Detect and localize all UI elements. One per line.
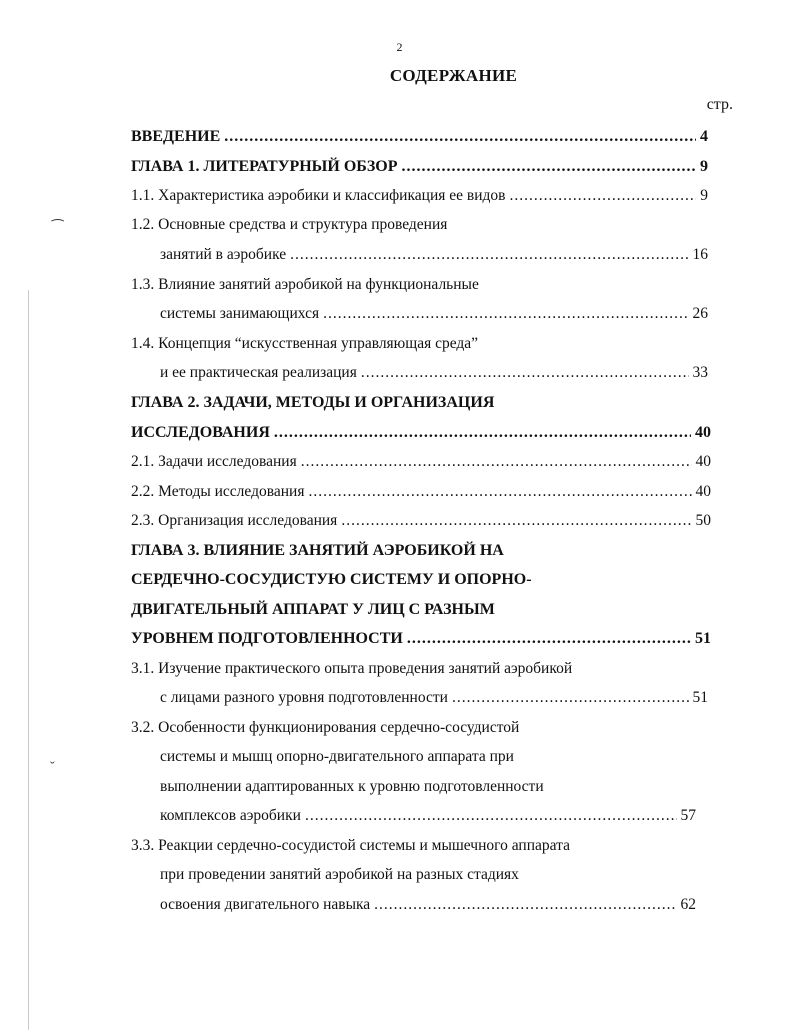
dot-leader: [407, 628, 691, 650]
toc-entry-page: 40: [695, 483, 711, 500]
toc-entry-introduction: [131, 126, 708, 148]
dot-leader: [374, 894, 676, 916]
dot-leader: [290, 244, 688, 266]
toc-entry-chapter-3-line-1: ГЛАВА 3. ВЛИЯНИЕ ЗАНЯТИЙ АЭРОБИКОЙ НА: [131, 542, 504, 559]
toc-entry-chapter-3-line-3: ДВИГАТЕЛЬНЫЙ АППАРАТ У ЛИЦ С РАЗНЫМ: [131, 601, 495, 618]
toc-entry-page: 40: [695, 453, 711, 470]
toc-entry-chapter-3: [131, 628, 711, 650]
toc-entry-page: 33: [692, 364, 708, 381]
dot-leader: [308, 481, 691, 503]
toc-entry-1-1: [131, 185, 708, 207]
toc-entry-1-4: [160, 362, 708, 384]
toc-entry-page: 51: [692, 689, 708, 706]
dot-leader: [301, 451, 692, 473]
toc-entry-3-2-line-1: 3.2. Особенности функционирования сердечно-сосудистой: [131, 719, 520, 736]
toc-entry-text: ВВЕДЕНИЕ: [131, 128, 221, 145]
toc-entry-1-4-line-1: 1.4. Концепция “искусственная управляющая среда”: [131, 335, 479, 352]
toc-entry-3-2-line-2: системы и мышц опорно-двигательного аппарата при: [160, 748, 514, 765]
toc-entry-text: с лицами разного уровня подготовленности: [160, 689, 448, 706]
scan-artifact-mark: ⁀: [52, 221, 64, 236]
toc-entry-3-2: [160, 805, 696, 827]
toc-entry-text: освоения двигательного навыка: [160, 896, 371, 913]
dot-leader: [509, 185, 696, 207]
toc-entry-text: 1.1. Характеристика аэробики и классификация ее видов: [131, 187, 506, 204]
toc-entry-1-3-line-1: 1.3. Влияние занятий аэробикой на функциональные: [131, 276, 479, 293]
toc-entry-text: УРОВНЕМ ПОДГОТОВЛЕННОСТИ: [131, 630, 403, 647]
toc-entry-text: 2.1. Задачи исследования: [131, 453, 297, 470]
page-title: СОДЕРЖАНИЕ: [389, 66, 518, 85]
toc-entry-3-2-line-3: выполнении адаптированных к уровню подготовленности: [160, 778, 544, 795]
toc-entry-page: 9: [700, 187, 708, 204]
toc-entry-text: 2.2. Методы исследования: [131, 483, 305, 500]
toc-entry-text: комплексов аэробики: [160, 807, 301, 824]
toc-entry-text: ГЛАВА 1. ЛИТЕРАТУРНЫЙ ОБЗОР: [131, 158, 398, 175]
toc-entry-3-3: [160, 894, 696, 916]
toc-entry-page: 40: [695, 424, 711, 441]
toc-entry-chapter-2: [131, 422, 711, 444]
toc-entry-1-3: [160, 303, 708, 325]
toc-entry-3-1: [160, 687, 708, 709]
toc-entry-page: 51: [695, 630, 711, 647]
toc-entry-text: системы занимающихся: [160, 305, 320, 322]
dot-leader: [361, 362, 689, 384]
page-number: 2: [396, 40, 403, 54]
dot-leader: [452, 687, 689, 709]
page-column-label: стр.: [706, 96, 733, 113]
toc-entry-page: 62: [680, 896, 696, 913]
toc-entry-text: занятий в аэробике: [160, 246, 287, 263]
dot-leader: [274, 422, 691, 444]
dot-leader: [323, 303, 688, 325]
toc-entry-3-3-line-1: 3.3. Реакции сердечно-сосудистой системы и мышечного аппарата: [131, 837, 570, 854]
toc-entry-chapter-1: [131, 156, 708, 178]
toc-entry-3-3-line-2: при проведении занятий аэробикой на разных стадиях: [160, 866, 519, 883]
toc-entry-text: и ее практическая реализация: [160, 364, 357, 381]
toc-entry-text: ИССЛЕДОВАНИЯ: [131, 424, 270, 441]
toc-entry-page: 26: [692, 305, 708, 322]
toc-entry-page: 16: [692, 246, 708, 263]
toc-entry-page: 4: [700, 128, 708, 145]
dot-leader: [305, 805, 677, 827]
toc-entry-2-1: [131, 451, 711, 473]
dot-leader: [224, 126, 696, 148]
toc-entry-1-2-line-1: 1.2. Основные средства и структура проведения: [131, 216, 448, 233]
toc-entry-page: 9: [700, 158, 708, 175]
scan-margin-line: [28, 290, 29, 1030]
toc-entry-page: 50: [695, 512, 711, 529]
dot-leader: [341, 510, 691, 532]
toc-entry-2-3: [131, 510, 711, 532]
dot-leader: [402, 156, 696, 178]
toc-entry-3-1-line-1: 3.1. Изучение практического опыта проведения занятий аэробикой: [131, 660, 573, 677]
scan-artifact-mark: ˇ: [50, 760, 55, 775]
toc-entry-text: 2.3. Организация исследования: [131, 512, 338, 529]
toc-entry-page: 57: [680, 807, 696, 824]
toc-entry-chapter-2-line-1: ГЛАВА 2. ЗАДАЧИ, МЕТОДЫ И ОРГАНИЗАЦИЯ: [131, 394, 495, 411]
toc-entry-2-2: [131, 481, 711, 503]
toc-entry-chapter-3-line-2: СЕРДЕЧНО-СОСУДИСТУЮ СИСТЕМУ И ОПОРНО-: [131, 571, 532, 588]
toc-entry-1-2: [160, 244, 708, 266]
